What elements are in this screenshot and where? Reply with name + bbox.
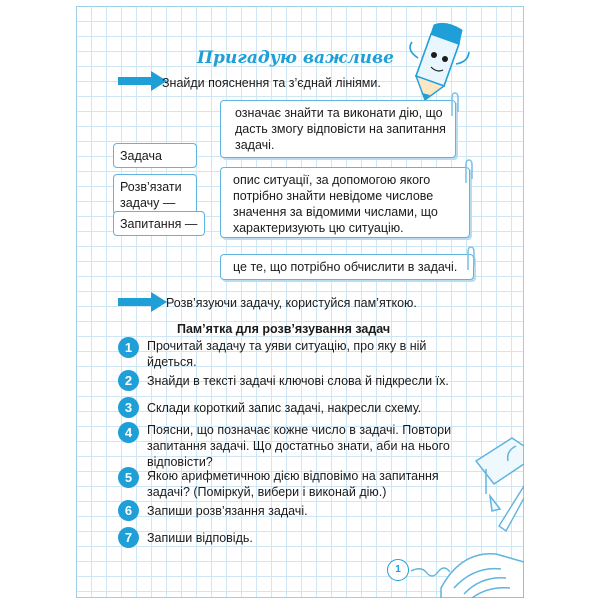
pencil-mascot-icon [410, 23, 469, 100]
step-number-badge: 2 [118, 370, 139, 391]
paperclip-icon [465, 246, 477, 272]
definition-box-3: це те, що потрібно обчислити в задачі. [220, 254, 474, 280]
swirl-decoration [411, 568, 450, 576]
instruction-text: Знайди пояснення та з’єднай лініями. [162, 76, 381, 90]
rule-text-2: Знайди в тексті задачі ключові слова й підкресли їх. [147, 374, 449, 388]
open-book-icon [441, 554, 524, 598]
page-number: 1 [387, 559, 409, 581]
rule-text-6: Запиши розв’язання задачі. [147, 504, 308, 518]
step-number-badge: 4 [118, 422, 139, 443]
step-number-badge: 6 [118, 500, 139, 521]
rule-text-4: Поясни, що позначає кожне число в задачі. Повтори запитання задачі. Що достатньо знати, аби на нього відповісти? [147, 423, 452, 469]
arrow-icon [118, 291, 168, 313]
arrow-icon [118, 70, 168, 92]
term-box-2: Розв’язати задачу — [113, 174, 197, 215]
step-number-badge: 1 [118, 337, 139, 358]
section-title: Пригадую важливе [197, 48, 394, 68]
rule-text-7: Запиши відповідь. [147, 531, 253, 545]
rule-text-3: Склади короткий запис задачі, накресли схему. [147, 401, 422, 415]
term-box-3: Запитання — [113, 211, 205, 236]
step-number-badge: 5 [118, 467, 139, 488]
step-number-badge: 3 [118, 397, 139, 418]
definition-box-2: опис ситуації, за допомогою якого потрібно знайти невідоме числове значення за відомими числами, що характеризують цю ситуацію. [220, 167, 470, 238]
rule-text-5: Якою арифметичною дією відповімо на запитання задачі? (Поміркуй, вибери і виконай дію.) [147, 469, 439, 499]
paperclip-icon [463, 159, 475, 185]
paperclip-icon [449, 92, 461, 118]
instruction-text-2: Розв’язуючи задачу, користуйся пам’яткою. [166, 296, 417, 310]
workbook-page [76, 6, 524, 598]
step-number-badge: 7 [118, 527, 139, 548]
definition-box-1: означає знайти та виконати дію, що дасть змогу відповісти на запитання задачі. [220, 100, 456, 158]
term-box-1: Задача [113, 143, 197, 168]
rule-text-1: Прочитай задачу та уяви ситуацію, про яку в ній йдеться. [147, 339, 427, 369]
memo-title: Пам’ятка для розв’язування задач [177, 322, 391, 336]
pencil-doodle-icon [499, 486, 524, 531]
